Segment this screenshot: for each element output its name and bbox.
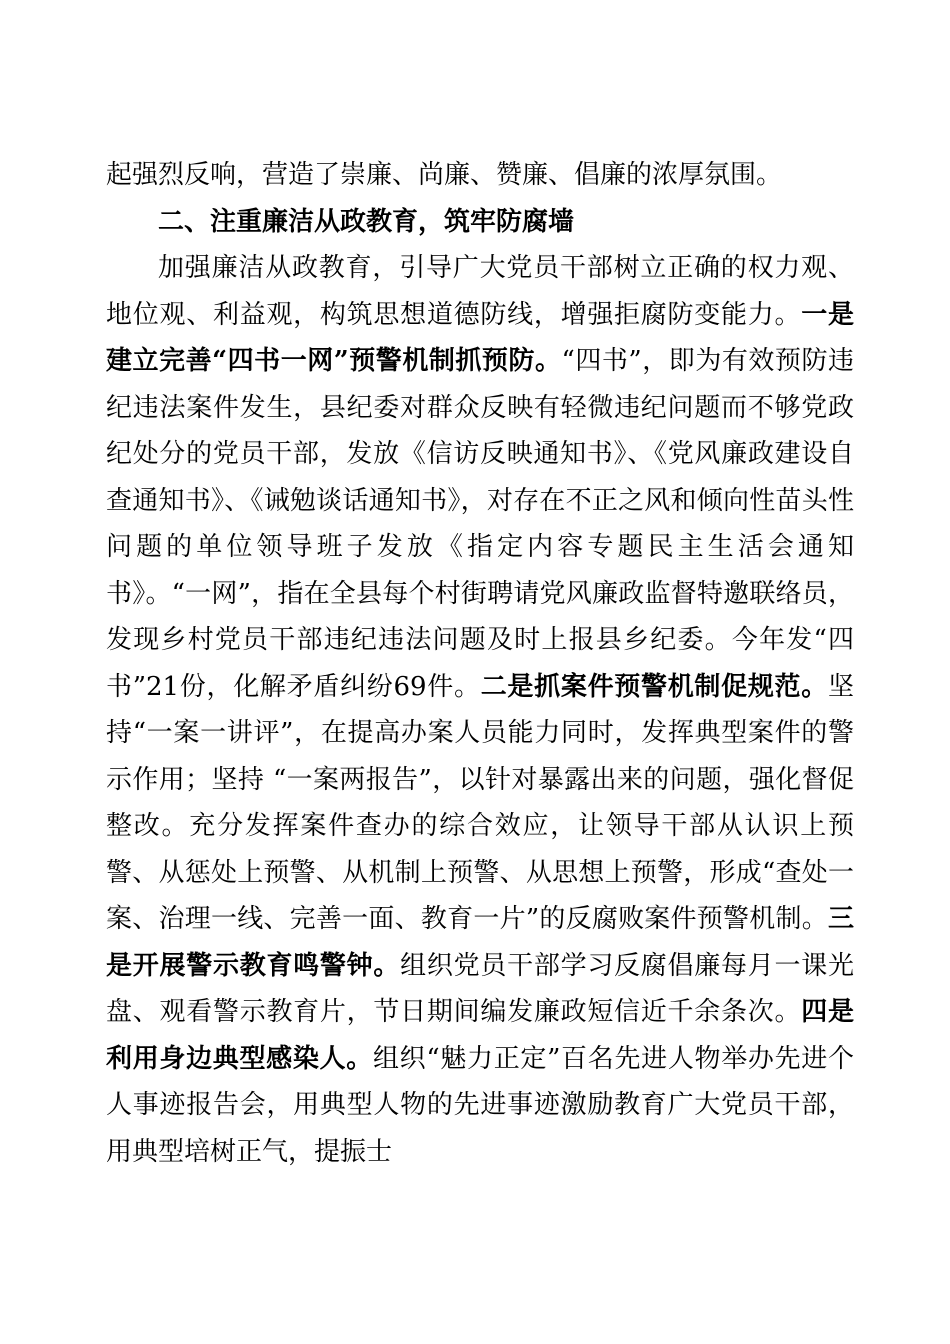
body-text-intro: 加强廉洁从政教育，引导广大党员干部树立正确的权力观、地位观、利益观，构筑思想道德防线，增强拒腐防变能力。 xyxy=(106,253,854,330)
point-two-heading: 二是抓案件预警机制促规范。 xyxy=(480,671,828,702)
document-page xyxy=(106,152,854,1175)
section-heading: 二、注重廉洁从政教育，筑牢防腐墙 xyxy=(158,206,575,237)
continued-paragraph: 起强烈反响，营造了崇廉、尚廉、赞廉、倡廉的浓厚氛围。 xyxy=(106,160,783,190)
point-one-text: “四书”，即为有效预防违纪违法案件发生，县纪委对群众反映有轻微违纪问题而不够党政纪处分的党员干部，发放《信访反映通知书》、《党风廉政建设自查通知书》、《诫勉谈话通知书》，对存在不正之风和倾向性苗头性问题的单位领导班子发放《指定内容专题民主生活会通知书》。“一网”，指在全县每个村街聘请党风廉政监督特邀联络员，发现乡村党员干部违纪违法问题及时上报县乡纪委。今年发“四书”21份，化解矛盾纠纷69件。 xyxy=(106,346,854,702)
point-three-text: 组织党员干部学习反腐倡廉每月一课光盘、观看警示教育片，节日期间编发廉政短信近千余条次。 xyxy=(106,950,854,1027)
point-two-text: 坚持“一案一讲评”，在提高办案人员能力同时，发挥典型案件的警示作用；坚持 “一案两报告”，以针对暴露出来的问题，强化督促整改。充分发挥案件查办的综合效应，让领导干部从认识上预警、从惩处上预警、从机制上预警、从思想上预警，形成“查处一案、治理一线、完善一面、教育一片”的反腐败案件预警机制。 xyxy=(106,671,854,934)
point-four-text: 组织“魅力正定”百名先进人物举办先进个人事迹报告会，用典型人物的先进事迹激励教育广大党员干部，用典型培树正气，提振士 xyxy=(106,1043,854,1167)
point-four-heading: 四是利用身边典型感染人。 xyxy=(106,997,854,1074)
point-three-heading: 三是开展警示教育鸣警钟。 xyxy=(106,904,854,981)
point-one-heading: 一是建立完善“四书一网”预警机制抓预防。 xyxy=(106,299,854,376)
body-paragraph xyxy=(106,245,854,1175)
